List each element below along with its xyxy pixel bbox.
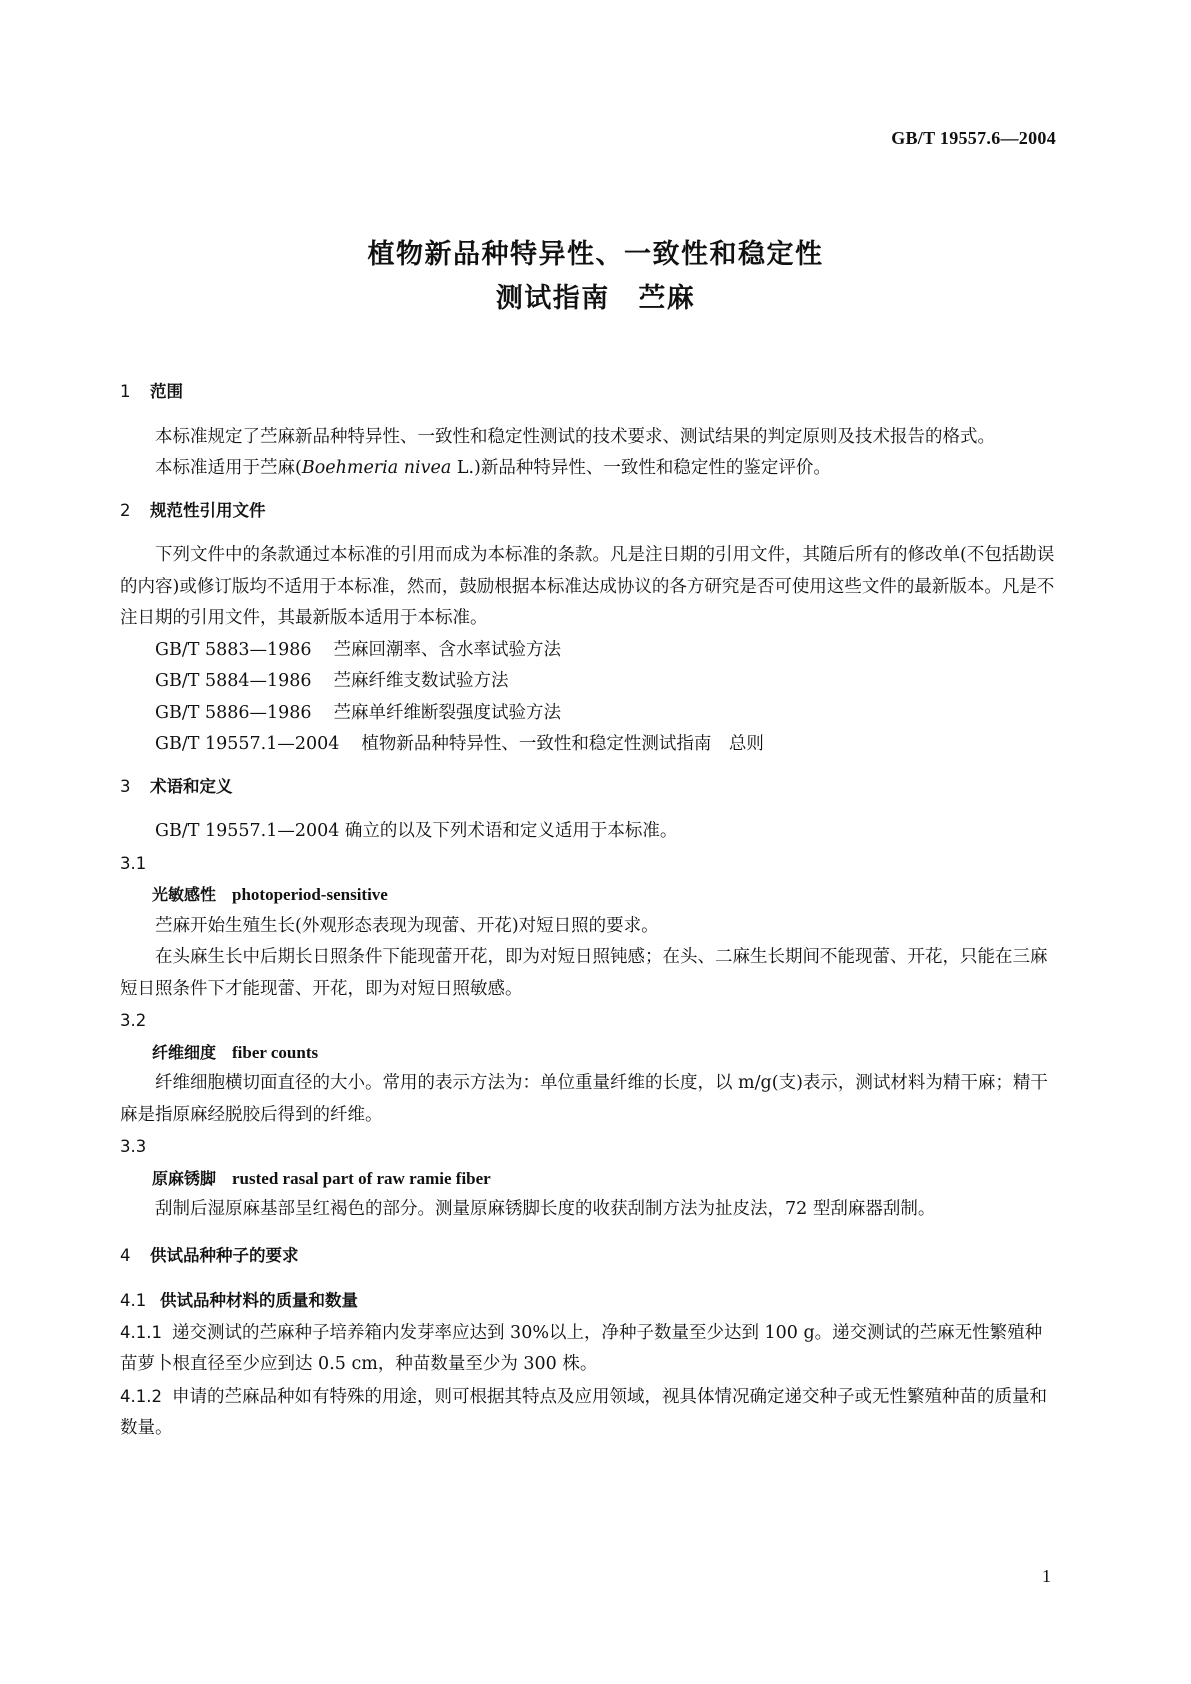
paragraph: GB/T 19557.1—2004 确立的以及下列术语和定义适用于本标准。 [155,821,678,841]
reference-name: 苎麻单纤维断裂强度试验方法 [333,702,562,723]
term-heading [120,879,1056,911]
subsection-title: 供试品种材料的质量和数量 [160,1291,358,1310]
reference-item [120,666,1056,698]
section-title: 术语和定义 [150,776,233,796]
term-en: photoperiod-sensitive [232,885,388,904]
paragraph: 在头麻生长中后期长日照条件下能现蕾开花，即为对短日照钝感；在头、二麻生长期间不能现蕾、开花，只能在三麻短日照条件下才能现蕾、开花，即为对短日照敏感。 [120,947,1048,999]
section-number: 1 [120,382,131,401]
paragraph: 本标准规定了苎麻新品种特异性、一致性和稳定性测试的技术要求、测试结果的判定原则及技术报告的格式。 [155,426,995,447]
document-title-line2: 测试指南 苎麻 [495,283,696,314]
term-zh: 原麻锈脚 [152,1168,217,1188]
term-zh: 光敏感性 [152,885,217,904]
section-number: 3 [120,776,131,796]
term-en: fiber counts [232,1042,319,1062]
clause-text: 递交测试的苎麻种子培养箱内发芽率应达到 30%以上，净种子数量至少达到 100 g。递交测试的苎麻无性繁殖种苗萝卜根直径至少应到达 0.5 cm，种苗数量至少为 300 株。 [120,1322,1043,1374]
paragraph: 刮制后湿原麻基部呈红褐色的部分。测量原麻锈脚长度的收获刮制方法为扯皮法，72 型刮麻器刮制。 [155,1199,936,1219]
page-number: 1 [1042,1566,1051,1586]
reference-item [120,698,1056,730]
subsection-number: 4.1 [120,1291,147,1310]
term-en: rusted rasal part of raw ramie fiber [232,1168,491,1188]
term-number: 3.3 [120,1137,147,1156]
subsection-4-1-heading [120,1285,1056,1317]
section-title: 供试品种种子的要求 [150,1245,299,1265]
reference-name: 苎麻纤维支数试验方法 [333,671,509,691]
reference-code: GB/T 5884—1986 [155,671,312,691]
latin-name: Boehmeria nivea [301,458,452,478]
clause-text: 申请的苎麻品种如有特殊的用途，则可根据其特点及应用领域，视具体情况确定递交种子或无性繁殖种苗的质量和数量。 [120,1386,1047,1438]
reference-code: GB/T 19557.1—2004 [155,734,340,754]
document-body [120,376,1056,1445]
section-title: 规范性引用文件 [150,500,266,520]
reference-name: 植物新品种特异性、一致性和稳定性测试指南 总则 [361,734,764,754]
term-number: 3.1 [120,853,147,873]
term-zh: 纤维细度 [152,1042,217,1062]
term-heading [120,1163,1056,1195]
reference-code: GB/T 5886—1986 [155,702,312,723]
section-4-heading [120,1240,1056,1272]
paragraph: 本标准适用于苎麻(Boehmeria nivea L.)新品种特异性、一致性和稳定性的鉴定评价。 [155,458,831,478]
section-title: 范围 [150,382,183,401]
reference-code: GB/T 5883—1986 [155,639,312,660]
section-1-heading [120,376,1056,408]
reference-item [120,635,1056,667]
term-number: 3.2 [120,1011,147,1030]
section-3-heading [120,771,1056,803]
document-title-line1: 植物新品种特异性、一致性和稳定性 [367,239,824,270]
paragraph: 纤维细胞横切面直径的大小。常用的表示方法为：单位重量纤维的长度，以 m/g(支)表示，测试材料为精干麻；精干麻是指原麻经脱胶后得到的纤维。 [120,1073,1048,1125]
clause-item [120,1381,1056,1445]
paragraph: 下列文件中的条款通过本标准的引用而成为本标准的条款。凡是注日期的引用文件，其随后所有的修改单(不包括勘误的内容)或修订版均不适用于本标准，然而，鼓励根据本标准达成协议的各方研究是否可使用这些文件的最新版本。凡是不注日期的引用文件，其最新版本适用于本标准。 [120,545,1055,628]
reference-item [120,729,1056,761]
reference-name: 苎麻回潮率、含水率试验方法 [333,639,562,660]
section-number: 4 [120,1245,131,1265]
standard-code: GB/T 19557.6—2004 [891,128,1056,148]
clause-item [120,1317,1056,1381]
paragraph: 苎麻开始生殖生长(外观形态表现为现蕾、开花)对短日照的要求。 [155,915,659,936]
clause-number: 4.1.2 [120,1386,162,1406]
term-heading [120,1037,1056,1069]
section-2-heading [120,495,1056,527]
clause-number: 4.1.1 [120,1322,162,1342]
section-number: 2 [120,500,131,520]
